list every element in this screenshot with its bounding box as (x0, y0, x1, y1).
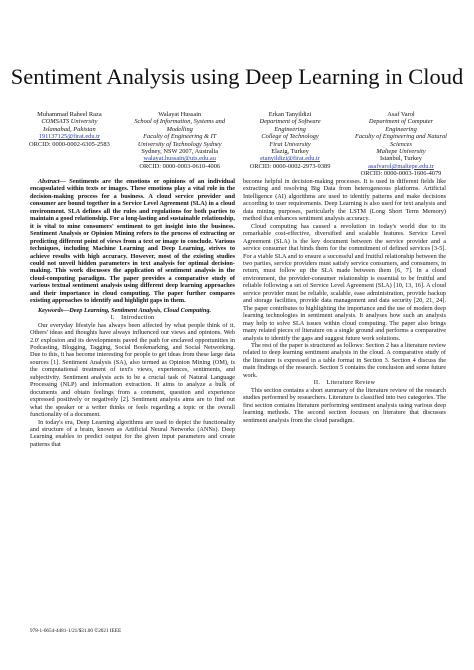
copyright-footer: 978-1-6654-4481-1/21/$31.00 ©2021 IEEE (30, 628, 122, 634)
author-email-link[interactable]: asafvarol@maltepe.edu.tr (368, 162, 434, 170)
author-orcid: ORCID: 0000-0003-0610-4006 (139, 162, 221, 170)
author-affiliation: Faculty of Engineering & IT (143, 133, 217, 141)
author-affiliation: Maltepe University (376, 148, 426, 156)
author-email-link[interactable]: 191137125@firat.edu.tr (38, 133, 101, 141)
author-1 (29, 111, 110, 178)
right-column (243, 178, 446, 424)
author-affiliation: Sciences (389, 140, 412, 148)
author-location: Istanbul, Turkey (380, 155, 422, 163)
section-heading-introduction: I. Introduction (110, 314, 155, 322)
author-affiliation: Engineering (274, 125, 306, 133)
paper-title: Sentiment Analysis using Deep Learning in Cloud (10, 64, 464, 89)
body-paragraph: Our everyday lifestyle has always been affected by what people think of it. Others' ideas and thoughts have always influenced our views and opinions. Web 2.0' explosion and its developments paved the path for enclaved opportunities in Podcasting, Blogging, Tagging, Social Bookmarking, and Social Networking. Due to this, it has become interesting for people to get ideas from these large data sources [1]. Sentiment Analysis (SA), also termed as Opinion Mining (OM), is the computational treatment of text's views, experiences, sentiments, and subjectivity. Sentiment analysis acts to be a crucial task of Natural Language Processing (NLP) and information extraction. It aims to analyze a bulk of documents and obtain feelings from a comment, question and experience expressed positively or negatively [2]. Sentiment analysis aims are to find out what the speaker or a writer thinks or feels regarding a topic or the overall functionality of a document. (30, 321, 235, 419)
abstract (30, 178, 235, 305)
author-name: Walayat Hussain (158, 111, 202, 118)
author-affiliation: Modelling (166, 125, 193, 133)
body-paragraph: In today's era, Deep Learning algorithms are used to depict the functionality and structure of a brain, known as Artificial Neural Networks (ANNs). Deep Learning enables to predict output for the given input parameters and create patterns that (30, 418, 235, 448)
author-affiliation: Department of Software (259, 118, 321, 126)
body-paragraph: become helpful in decision-making processes. It is used in different fields like extracting and resolving Big Data from heterogeneous platforms. Artificial Intelligence (AI) algorithms are used to identify patterns and make decisions according to user requirements. Deep Learning is also used for text analysis and data mining purposes, particularly the LSTM (Long Short Term Memory) method that enhances sentiment analysis accuracy. (243, 178, 446, 223)
author-affiliation: Islamabad, Pakistan (43, 125, 96, 133)
author-affiliation: COMSATS University (41, 118, 98, 126)
body-paragraph: This section contains a short summary of the literature review of the research studies performed by researchers. Literature is classified into two categories. The first section contains literature performing sentiment analysis using various deep learning methods. The second section focuses on literature that discusses sentiment analysis from the cloud paradigm. (243, 386, 446, 424)
abstract-label: Abstract— (38, 178, 66, 185)
author-name: Erkan Tanyildizi (268, 111, 312, 118)
author-block (29, 111, 447, 178)
author-name: Muhammad Raheel Raza (37, 111, 102, 118)
keywords: Keywords—Deep Learning, Sentiment Analysis, Cloud Computing. (38, 306, 212, 314)
left-column (30, 178, 235, 448)
author-affiliation: Faculty of Engineering and Natural (355, 133, 447, 141)
author-orcid: ORCID: 0000-0002-2973-9389 (249, 162, 331, 170)
abstract-text: Sentiments are the emotions or opinions of an individual encapsulated within texts or images. These emotions play a vital role in the decision-making process for a business. A cloud service provider and consumer are bound together in a Service Level Agreement (SLA) in a cloud environment. SLA defines all the rules and regulations for both parties to maintain a good relationship. For a long-lasting and sustainable relationship, it is vital to mine consumers' sentiment to get insight into the business. Sentiment Analysis or Opinion Mining refers to the process of extracting or predicting different point of views from a text or image to conclude. Various techniques, including Machine Learning and Deep Learning, strives to achieve results with high accuracy. However, most of the existing studies could not unveil hidden parameters in text analysis for optimal decision-making. This work discusses the application of sentiment analysis in the cloud-computing paradigm. The paper provides a comparative study of various textual sentiment analysis using different deep learning approaches and their importance in cloud computing. The paper further compares existing approaches to identify and highlight gaps in them. (30, 178, 235, 305)
author-email-link[interactable]: etanyildizi@firat.edu.tr (260, 155, 320, 163)
author-affiliation: Department of Computer (368, 118, 434, 126)
author-affiliation: Engineering (385, 125, 417, 133)
author-affiliation: College of Technology (261, 133, 319, 141)
author-3 (250, 111, 331, 178)
body-paragraph: Cloud computing has caused a revolution in today's world due to its remarkable cost-effective, diversified and scalable features. Service Level Agreement (SLA) is the key document between the service provider and a service consumer that binds them for the commitment of defined services [3-5]. For a viable SLA and to ensure a successful and fruitful relationship between the two parties, service providers must satisfy service consumers, and consumers, in return, must follow up the SLA made between them [6, 7]. In a cloud environment, the provider-consumer relationship is essential to be fruitful and reliable following a set of Service Level Agreement (SLA) [10, 13, 16]. A cloud service provider must be reliable, scalable, ease administration, provide backup and storage facilities, provide data management and data security [20, 21, 24]. The paper contributes to highlighting the importance and the use of modern deep learning technologies in sentiment analysis. It analyses how such an analysis may help to solve SLA issues within cloud computing. The paper also brings many related pieces of literature on a single ground and performs a comparative analysis to identify the gaps and suggest future work solutions. (243, 222, 446, 342)
author-affiliation: School of Information, Systems and (134, 118, 226, 126)
author-location: Sydney, NSW 2007, Australia (141, 148, 219, 156)
author-location: Elazig, Turkey (271, 148, 309, 156)
author-orcid: ORCID: 0000-0002-6305-2583 (29, 140, 110, 148)
body-paragraph: The rest of the paper is structured as follows: Section 2 has a literature review related to deep learning sentiment analysis in the cloud. A comparative study of the literature is expressed in a table format in Section 3. Section 4 discuss the main findings of the research. Section 5 contains the conclusion and some future work. (243, 341, 446, 379)
author-4 (355, 111, 447, 178)
author-affiliation: Firat University (269, 140, 311, 148)
author-orcid: ORCID: 0000-0003-1606-4079 (360, 170, 442, 178)
author-2 (134, 111, 225, 178)
author-email-link[interactable]: walayat.hussain@uts.edu.au (143, 155, 216, 163)
section-heading-literature-review: II. Literature Review (313, 379, 376, 387)
author-name: Asaf Varol (387, 111, 415, 118)
author-affiliation: University of Technology Sydney (137, 140, 222, 148)
